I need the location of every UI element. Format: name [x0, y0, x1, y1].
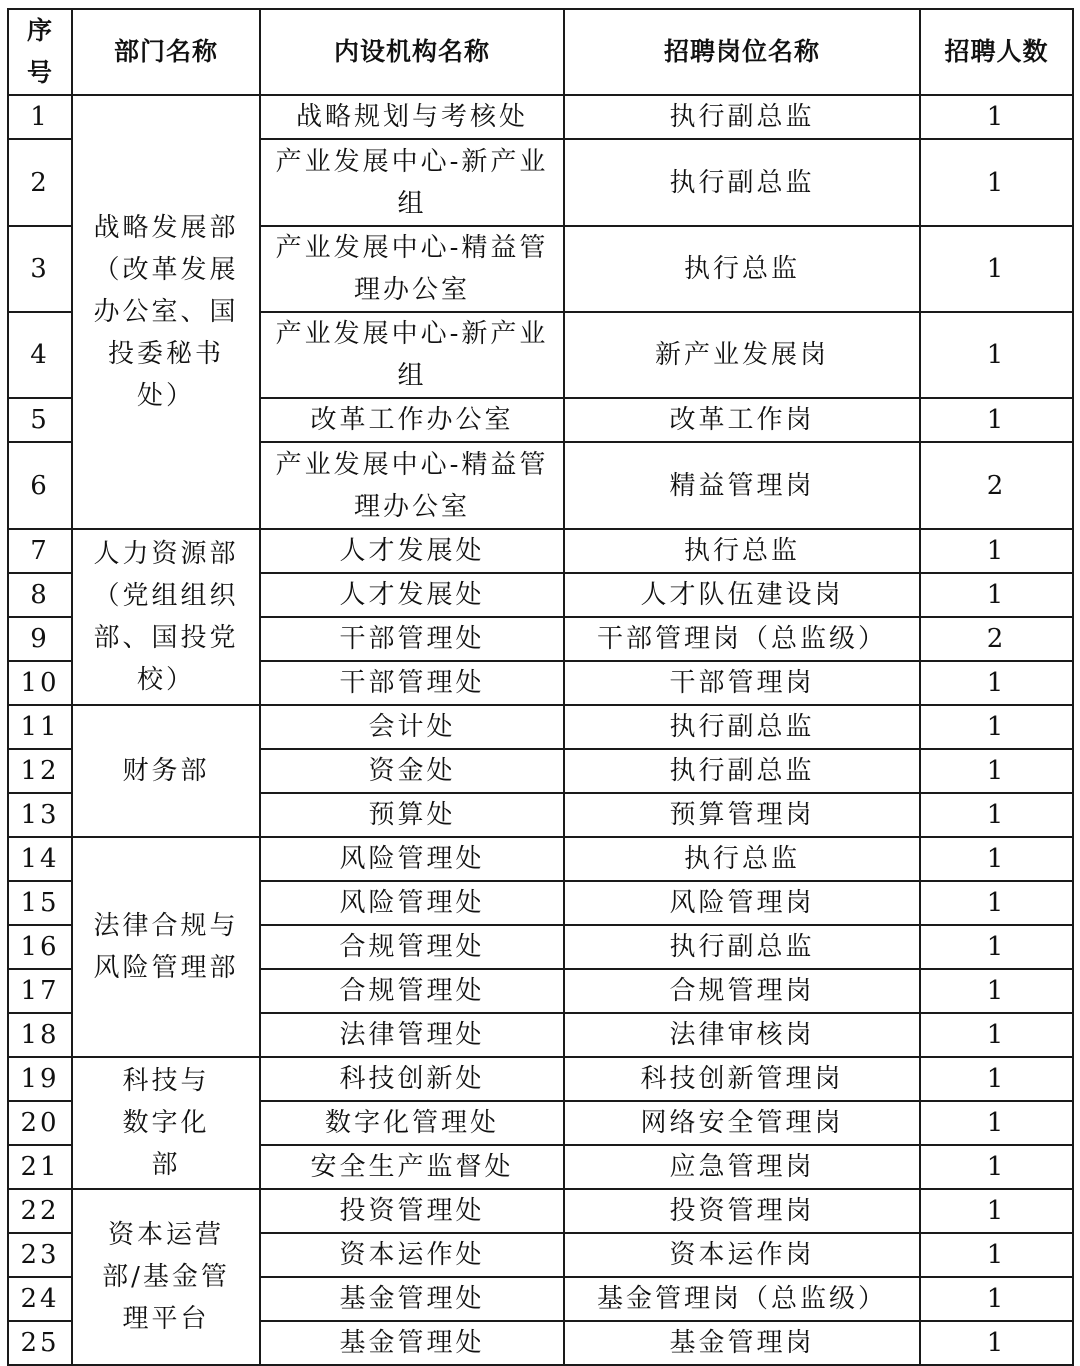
row-seq: 7 [8, 529, 72, 573]
row-post: 资本运作岗 [564, 1233, 920, 1277]
department-label: 资本运营部/基金管理平台 [102, 1220, 230, 1334]
row-seq: 14 [8, 837, 72, 881]
row-unit-label: 战略规划与考核处 [295, 102, 528, 132]
row-unit-label: 预算处 [368, 800, 456, 830]
department-name [72, 1057, 260, 1189]
row-seq: 4 [8, 312, 72, 398]
row-unit-label: 产业发展中心-精益管理办公室 [275, 449, 549, 522]
header-count: 招聘人数 [920, 9, 1073, 95]
row-post: 投资管理岗 [564, 1189, 920, 1233]
row-unit [260, 95, 564, 139]
row-unit [260, 1057, 564, 1101]
row-unit [260, 1189, 564, 1233]
row-unit-label: 风险管理处 [339, 844, 485, 874]
row-unit-label: 法律管理处 [339, 1020, 485, 1050]
row-count: 1 [920, 573, 1073, 617]
row-seq: 10 [8, 661, 72, 705]
row-unit-label: 产业发展中心-新产业组 [275, 146, 549, 219]
table-row [8, 1057, 1073, 1101]
row-count: 1 [920, 837, 1073, 881]
row-unit [260, 139, 564, 226]
row-post: 执行副总监 [564, 705, 920, 749]
table-row [8, 1189, 1073, 1233]
row-unit-label: 产业发展中心-新产业组 [275, 319, 549, 391]
row-post: 执行总监 [564, 837, 920, 881]
row-unit [260, 705, 564, 749]
row-unit [260, 1013, 564, 1057]
row-unit [260, 969, 564, 1013]
row-seq: 20 [8, 1101, 72, 1145]
row-seq: 25 [8, 1321, 72, 1365]
row-count: 1 [920, 95, 1073, 139]
row-count: 1 [920, 1233, 1073, 1277]
row-unit-label: 安全生产监督处 [310, 1152, 514, 1182]
row-unit-label: 数字化管理处 [324, 1108, 499, 1138]
row-count: 1 [920, 1101, 1073, 1145]
row-count: 2 [920, 442, 1073, 529]
table-row [8, 529, 1073, 573]
row-seq: 8 [8, 573, 72, 617]
row-post: 网络安全管理岗 [564, 1101, 920, 1145]
row-count: 1 [920, 1013, 1073, 1057]
row-unit [260, 837, 564, 881]
row-seq: 13 [8, 793, 72, 837]
row-count: 1 [920, 969, 1073, 1013]
department-name [72, 95, 260, 529]
row-post: 法律审核岗 [564, 1013, 920, 1057]
department-name [72, 837, 260, 1057]
row-unit-label: 干部管理处 [339, 668, 485, 698]
row-post: 执行总监 [564, 226, 920, 312]
row-count: 1 [920, 749, 1073, 793]
row-seq: 9 [8, 617, 72, 661]
row-count: 1 [920, 312, 1073, 398]
row-unit-label: 风险管理处 [339, 888, 485, 918]
row-post: 预算管理岗 [564, 793, 920, 837]
row-count: 1 [920, 529, 1073, 573]
department-label: 法律合规与风险管理部 [93, 911, 239, 983]
row-count: 1 [920, 226, 1073, 312]
row-unit [260, 1101, 564, 1145]
row-seq: 2 [8, 139, 72, 226]
row-unit-label: 基金管理处 [339, 1284, 485, 1314]
header-post: 招聘岗位名称 [564, 9, 920, 95]
row-seq: 5 [8, 398, 72, 442]
row-count: 1 [920, 1057, 1073, 1101]
table-row [8, 95, 1073, 139]
row-seq: 3 [8, 226, 72, 312]
row-post: 应急管理岗 [564, 1145, 920, 1189]
row-unit-label: 干部管理处 [339, 624, 485, 654]
row-seq: 24 [8, 1277, 72, 1321]
row-unit [260, 617, 564, 661]
row-seq: 16 [8, 925, 72, 969]
row-unit-label: 会计处 [368, 712, 456, 742]
row-seq: 1 [8, 95, 72, 139]
row-count: 1 [920, 925, 1073, 969]
row-seq: 23 [8, 1233, 72, 1277]
row-seq: 18 [8, 1013, 72, 1057]
row-count: 1 [920, 881, 1073, 925]
row-seq: 17 [8, 969, 72, 1013]
department-name [72, 705, 260, 837]
row-unit-label: 合规管理处 [339, 976, 485, 1006]
row-unit [260, 226, 564, 312]
row-count: 1 [920, 139, 1073, 226]
row-seq: 12 [8, 749, 72, 793]
table-row [8, 837, 1073, 881]
department-label: 战略发展部（改革发展办公室、国投委秘书处） [93, 213, 239, 411]
row-unit-label: 人才发展处 [339, 580, 485, 610]
row-post: 人才队伍建设岗 [564, 573, 920, 617]
row-unit-label: 科技创新处 [339, 1064, 485, 1094]
row-unit-label: 产业发展中心-精益管理办公室 [275, 233, 549, 305]
row-post: 执行副总监 [564, 139, 920, 226]
row-count: 1 [920, 793, 1073, 837]
table-body [8, 95, 1073, 1365]
row-count: 1 [920, 1277, 1073, 1321]
row-unit [260, 1321, 564, 1365]
row-post: 执行副总监 [564, 95, 920, 139]
row-unit [260, 1145, 564, 1189]
recruitment-table [7, 8, 1074, 1366]
row-seq: 22 [8, 1189, 72, 1233]
row-unit-label: 改革工作办公室 [310, 405, 514, 435]
row-seq: 21 [8, 1145, 72, 1189]
row-post: 基金管理岗（总监级） [564, 1277, 920, 1321]
row-count: 1 [920, 1321, 1073, 1365]
header-unit: 内设机构名称 [260, 9, 564, 95]
department-label: 财务部 [122, 756, 210, 786]
row-unit [260, 881, 564, 925]
row-unit [260, 925, 564, 969]
row-unit [260, 1233, 564, 1277]
row-count: 2 [920, 617, 1073, 661]
row-unit [260, 312, 564, 398]
row-count: 1 [920, 705, 1073, 749]
row-count: 1 [920, 1145, 1073, 1189]
header-row [8, 9, 1073, 95]
row-unit [260, 749, 564, 793]
row-post: 执行总监 [564, 529, 920, 573]
row-post: 科技创新管理岗 [564, 1057, 920, 1101]
row-seq: 11 [8, 705, 72, 749]
row-unit [260, 442, 564, 529]
row-count: 1 [920, 398, 1073, 442]
row-count: 1 [920, 1189, 1073, 1233]
row-post: 执行副总监 [564, 749, 920, 793]
row-unit-label: 合规管理处 [339, 932, 485, 962]
department-name [72, 1189, 260, 1365]
department-label: 科技与数字化部 [122, 1066, 210, 1180]
row-post: 合规管理岗 [564, 969, 920, 1013]
row-seq: 19 [8, 1057, 72, 1101]
row-unit-label: 基金管理处 [339, 1328, 485, 1358]
header-dept: 部门名称 [72, 9, 260, 95]
department-label: 人力资源部（党组组织部、国投党校） [93, 539, 239, 695]
table-row [8, 705, 1073, 749]
row-post: 新产业发展岗 [564, 312, 920, 398]
header-seq: 序号 [8, 9, 72, 95]
row-seq: 6 [8, 442, 72, 529]
row-unit-label: 资金处 [368, 756, 456, 786]
row-unit-label: 投资管理处 [339, 1196, 485, 1226]
row-seq: 15 [8, 881, 72, 925]
row-unit [260, 398, 564, 442]
row-unit [260, 793, 564, 837]
row-post: 干部管理岗（总监级） [564, 617, 920, 661]
row-unit-label: 人才发展处 [339, 536, 485, 566]
row-post: 执行副总监 [564, 925, 920, 969]
row-unit [260, 661, 564, 705]
row-unit-label: 资本运作处 [339, 1240, 485, 1270]
department-name [72, 529, 260, 705]
row-post: 干部管理岗 [564, 661, 920, 705]
row-count: 1 [920, 661, 1073, 705]
row-unit [260, 1277, 564, 1321]
row-post: 精益管理岗 [564, 442, 920, 529]
row-post: 基金管理岗 [564, 1321, 920, 1365]
row-post: 改革工作岗 [564, 398, 920, 442]
row-unit [260, 573, 564, 617]
row-post: 风险管理岗 [564, 881, 920, 925]
row-unit [260, 529, 564, 573]
